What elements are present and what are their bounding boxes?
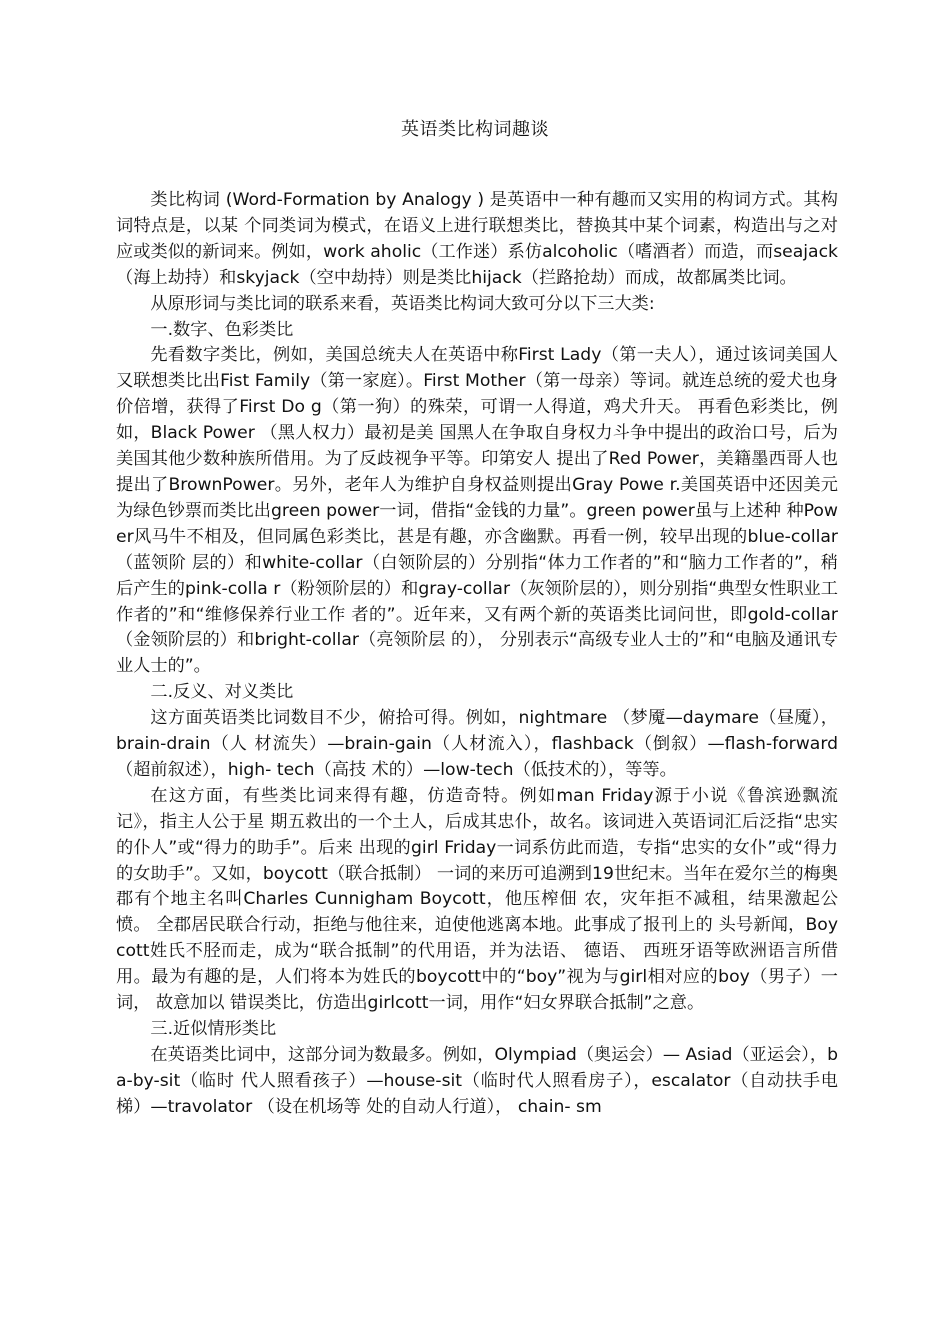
document-body (116, 188, 838, 1121)
document-title: 英语类比构词趣谈 (401, 119, 549, 140)
classification-paragraph: 从原形词与类比词的联系来看，英语类比构词大致可分以下三大类: (150, 293, 655, 314)
section-2-paragraph-1: 这方面英语类比词数目不少，俯拾可得。例如，nightmare （梦魇—daymare（昼魇），brain-drain（人 材流失）—brain-gain（人材流入），flashback（倒叙）—flash-forward（超前叙述），high- tech（高技 术的）—low-tech（低技术的），等等。 (116, 708, 838, 780)
intro-paragraph: 类比构词 (Word-Formation by Analogy ) 是英语中一种有趣而又实用的构词方式。其构词特点是，以某 个同类词为模式，在语义上进行联想类比，替换其中某个词素，构造出与之对应或类似的新词来。例如，work aholic（工作迷）系仿alcoholic（嗜酒者）而造，而seajack（海上劫持）和skyjack（空中劫持）则是类比hijack（拦路抢劫）而成，故都属类比词。 (116, 190, 838, 288)
section-2-paragraph-2: 在这方面，有些类比词来得有趣，仿造奇特。例如man Friday源于小说《鲁滨逊飘流记》，指主人公于星 期五救出的一个土人，后成其忠仆，故名。该词进入英语词汇后泛指“忠实的仆人”或“得力的助手”。后来 出现的girl Friday一词系仿此而造，专指“忠实的女仆”或“得力的女助手”。又如，boycott（联合抵制） 一词的来历可追溯到19世纪末。当年在爱尔兰的梅奥郡有个地主名叫Charles Cunnigham Boycott，他压榨佃 农，灾年拒不减租，结果激起公愤。 全郡居民联合行动，拒绝与他往来，迫使他逃离本地。此事成了报刊上的 头号新闻，Boycott姓氏不胫而走，成为“联合抵制”的代用语，并为法语、 德语、 西班牙语等欧洲语言所借 用。最为有趣的是，人们将本为姓氏的boycott中的“boy”视为与girl相对应的boy（男子）一词， 故意加以 错误类比，仿造出girlcott一词，用作“妇女界联合抵制”之意。 (116, 785, 838, 1014)
section-heading-2: 二.反义、对义类比 (150, 682, 294, 703)
section-3-paragraph: 在英语类比词中，这部分词为数最多。例如，Olympiad（奥运会）— Asiad（亚运会），ba-by-sit（临时 代人照看孩子）—house-sit（临时代人照看房子），escalator（自动扶手电梯）—travolator （设在机场等 处的自动人行道）， chain- sm (116, 1044, 838, 1117)
section-heading-3: 三.近似情形类比 (150, 1019, 277, 1039)
section-1-paragraph: 先看数字类比，例如，美国总统夫人在英语中称First Lady（第一夫人），通过该词美国人又联想类比出Fist Family（第一家庭）。First Mother（第一母亲）等词。就连总统的爱犬也身价倍增，获得了First Do g（第一狗）的殊荣，可谓一人得道，鸡犬升天。 再看色彩类比，例如，Black Power （黑人权力）最初是美 国黑人在争取自身权力斗争中提出的政治口号，后为美国其他少数种族所借用。为了反歧视争平等。印第安人 提出了Red Power，美籍墨西哥人也提出了BrownPower。另外，老年人为维护自身权益则提出Gray Powe r.美国英语中还因美元为绿色钞票而类比出green power一词，借指“金钱的力量”。green power虽与上述种 种Power风马牛不相及，但同属色彩类比，甚是有趣，亦含幽默。再看一例，较早出现的blue-collar（蓝领阶 层的）和white-collar（白领阶层的）分别指“体力工作者的”和“脑力工作者的”，稍后产生的pink-colla r（粉领阶层的）和gray-collar（灰领阶层的），则分别指“典型女性职业工作者的”和“维修保养行业工作 者的”。近年来，又有两个新的英语类比词问世，即gold-collar （金领阶层的）和bright-collar（亮领阶层 的）， 分别表示“高级专业人士的”和“电脑及通讯专业人士的”。 (116, 345, 838, 677)
section-heading-1: 一.数字、色彩类比 (150, 319, 294, 340)
